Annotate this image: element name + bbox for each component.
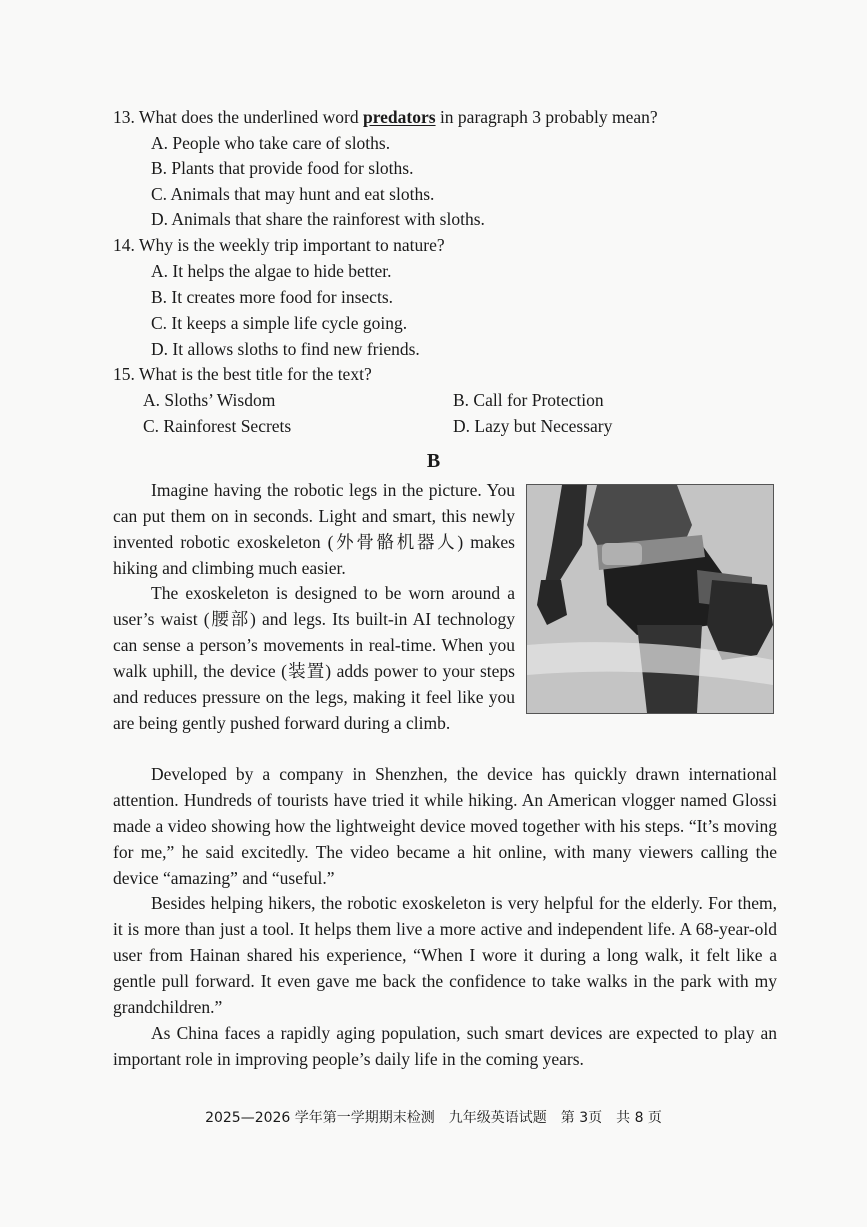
question-13 [113,104,658,130]
paragraph-3: Developed by a company in Shenzhen, the device has quickly drawn international attention. Hundreds of tourists have tried it while hiking. An American vlogger named Glossi made a video showing how the lightweight device moved together with his steps. “It’s moving for me,” he said excitedly. The video became a hit online, with many viewers calling the device “amazing” and “useful.” [113,764,777,888]
q14-option-b: B. It creates more food for insects. [151,287,394,307]
paragraph-2: The exoskeleton is designed to be worn around a user’s waist (腰部) and legs. Its built-in AI technology can sense a person’s movements in real-time. When you walk uphill, the device (装置) adds power to your steps and reduces pressure on the legs, making it feel like you are being gently pushed forward during a climb. [113,583,515,733]
q14-option-c: C. It keeps a simple life cycle going. [151,313,408,333]
paragraph-5: As China faces a rapidly aging population, such smart devices are expected to play an important role in improving people’s daily life in the coming years. [113,1023,777,1069]
paragraph-1: Imagine having the robotic legs in the picture. You can put them on in seconds. Light and smart, this newly invented robotic exoskeleton (外骨骼机器人) makes hiking and climbing much easier. [113,480,515,578]
underlined-word: predators [362,107,436,127]
q15-option-d: D. Lazy but Necessary [453,416,613,436]
page-footer: 2025—2026 学年第一学期期末检测 九年级英语试题 第 3页 共 8 页 [205,1110,662,1126]
question-13-suffix: in paragraph 3 probably mean? [435,107,658,127]
exoskeleton-photo-illustration [527,485,773,713]
q15-option-c: C. Rainforest Secrets [143,416,292,436]
q15-option-a: A. Sloths’ Wisdom [143,390,276,410]
q13-option-a: A. People who take care of sloths. [151,133,391,153]
q13-option-b: B. Plants that provide food for sloths. [151,158,414,178]
q15-option-b: B. Call for Protection [453,390,604,410]
q13-option-d: D. Animals that share the rainforest with sloths. [151,209,485,229]
section-b-title: B [426,450,441,472]
q13-option-c: C. Animals that may hunt and eat sloths. [151,184,435,204]
exoskeleton-photo [526,484,774,714]
question-14: 14. Why is the weekly trip important to nature? [113,235,445,255]
q14-option-a: A. It helps the algae to hide better. [151,261,392,281]
paragraph-4: Besides helping hikers, the robotic exoskeleton is very helpful for the elderly. For them, it is more than just a tool. It helps them live a more active and independent life. A 68-year-old user from Hainan shared his experience, “When I wore it during a long walk, it felt like a gentle pull forward. It even gave me back the confidence to take walks in the park with my grandchildren.” [113,893,777,1017]
question-15: 15. What is the best title for the text? [113,364,372,384]
question-13-prefix: 13. What does the underlined word [113,107,363,127]
q14-option-d: D. It allows sloths to find new friends. [151,339,420,359]
